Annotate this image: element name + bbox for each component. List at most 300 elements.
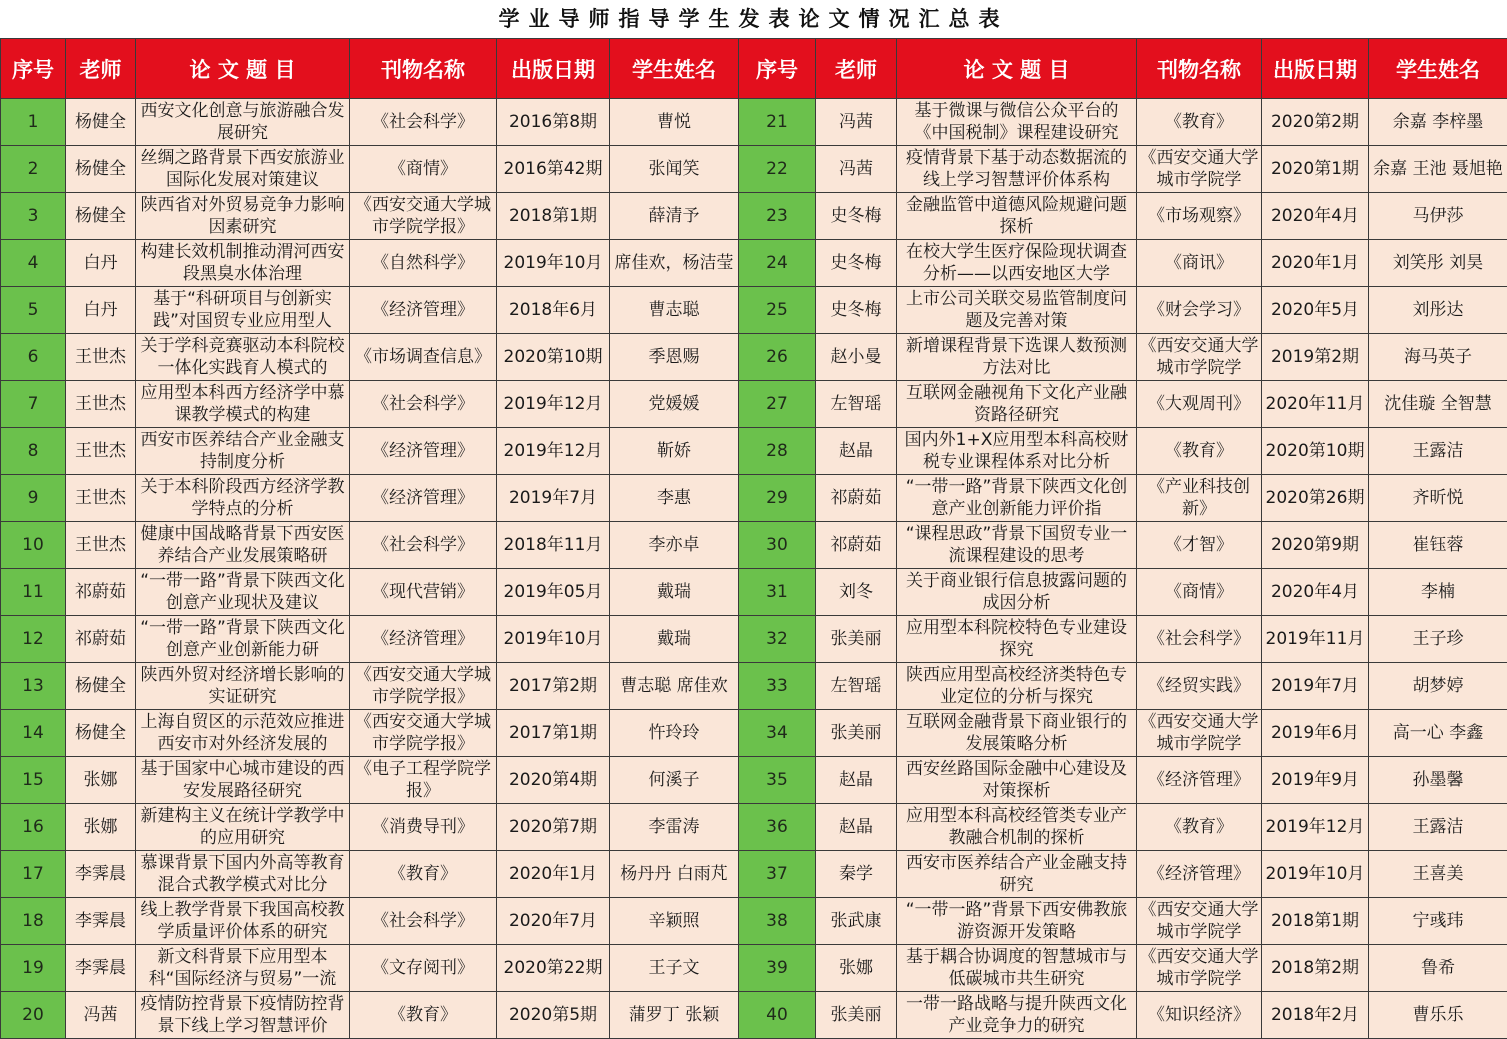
cell-student[interactable]: 曹志聪 席佳欢 — [610, 663, 739, 710]
header-student[interactable]: 学生姓名 — [610, 39, 739, 99]
cell-seq[interactable]: 3 — [1, 193, 66, 240]
cell-topic-2[interactable] — [897, 569, 1137, 616]
cell-seq-2[interactable]: 39 — [739, 945, 816, 992]
cell-student-2[interactable]: 高一心 李鑫 — [1369, 710, 1507, 757]
cell-topic[interactable] — [136, 945, 350, 992]
cell-seq-2[interactable]: 32 — [739, 616, 816, 663]
table-row — [1, 569, 1507, 616]
cell-student[interactable]: 蒲罗丁 张颖 — [610, 992, 739, 1039]
cell-text: 基于“科研项目与创新实践”对国贸专业应用型人 — [153, 289, 332, 331]
cell-date[interactable]: 2016第42期 — [497, 146, 610, 193]
cell-journal-2[interactable] — [1137, 287, 1262, 334]
cell-topic[interactable] — [136, 287, 350, 334]
cell-seq-2[interactable]: 33 — [739, 663, 816, 710]
cell-topic[interactable] — [136, 240, 350, 287]
table-row — [1, 99, 1507, 146]
cell-text: “一带一路”背景下西安佛教旅游资源开发策略 — [905, 900, 1128, 942]
cell-topic-2[interactable] — [897, 240, 1137, 287]
cell-journal[interactable] — [350, 334, 497, 381]
cell-student[interactable]: 李亦卓 — [610, 522, 739, 569]
cell-date-2[interactable]: 2020第2期 — [1262, 99, 1369, 146]
cell-text: 《才智》 — [1165, 535, 1233, 555]
header-topic[interactable]: 论 文 题 目 — [136, 39, 350, 99]
cell-text: 《教育》 — [389, 864, 457, 884]
cell-teacher-2[interactable]: 赵晶 — [816, 804, 897, 851]
cell-student-2[interactable]: 孙墨馨 — [1369, 757, 1507, 804]
cell-student-2[interactable]: 李楠 — [1369, 569, 1507, 616]
cell-journal[interactable] — [350, 287, 497, 334]
cell-date[interactable]: 2020年1月 — [497, 851, 610, 898]
cell-date-2[interactable]: 2018年2月 — [1262, 992, 1369, 1039]
cell-seq-2[interactable]: 35 — [739, 757, 816, 804]
cell-teacher[interactable]: 李霁晨 — [66, 945, 136, 992]
cell-teacher-2[interactable]: 张美丽 — [816, 710, 897, 757]
cell-seq[interactable]: 2 — [1, 146, 66, 193]
cell-topic[interactable] — [136, 381, 350, 428]
cell-text: 《教育》 — [1165, 817, 1233, 837]
cell-seq[interactable]: 20 — [1, 992, 66, 1039]
cell-teacher-2[interactable]: 左智瑶 — [816, 663, 897, 710]
table-row — [1, 193, 1507, 240]
cell-topic[interactable] — [136, 616, 350, 663]
cell-teacher[interactable]: 李霁晨 — [66, 898, 136, 945]
cell-seq[interactable]: 7 — [1, 381, 66, 428]
cell-date-2[interactable]: 2019第2期 — [1262, 334, 1369, 381]
cell-seq-2[interactable]: 25 — [739, 287, 816, 334]
cell-teacher[interactable]: 王世杰 — [66, 522, 136, 569]
cell-text: 《西安交通大学城市学院学 — [1139, 336, 1259, 378]
cell-student[interactable]: 张闻笑 — [610, 146, 739, 193]
cell-seq[interactable]: 12 — [1, 616, 66, 663]
header-teacher[interactable]: 老师 — [66, 39, 136, 99]
cell-journal-2[interactable] — [1137, 804, 1262, 851]
cell-seq[interactable]: 14 — [1, 710, 66, 757]
cell-text: 《西安交通大学城市学院学 — [1139, 947, 1259, 989]
cell-topic[interactable] — [136, 992, 350, 1039]
cell-text: 线上教学背景下我国高校教学质量评价体系的研究 — [140, 900, 345, 942]
cell-teacher[interactable]: 李霁晨 — [66, 851, 136, 898]
cell-date-2[interactable]: 2020年11月 — [1262, 381, 1369, 428]
cell-topic[interactable] — [136, 428, 350, 475]
cell-text: 慕课背景下国内外高等教育混合式教学模式对比分 — [140, 853, 345, 895]
cell-teacher[interactable]: 张娜 — [66, 804, 136, 851]
cell-student-2[interactable]: 齐昕悦 — [1369, 475, 1507, 522]
table-row — [1, 992, 1507, 1039]
cell-journal[interactable] — [350, 146, 497, 193]
cell-seq-2[interactable]: 38 — [739, 898, 816, 945]
cell-student[interactable]: 曹志聪 — [610, 287, 739, 334]
cell-date-2[interactable]: 2020第10期 — [1262, 428, 1369, 475]
sheet-title: 学业导师指导学生发表论文情况汇总表 — [0, 0, 1507, 38]
cell-topic-2[interactable] — [897, 99, 1137, 146]
cell-date-2[interactable]: 2020第9期 — [1262, 522, 1369, 569]
papers-table — [0, 38, 1507, 1039]
cell-topic[interactable] — [136, 851, 350, 898]
cell-date-2[interactable]: 2019年12月 — [1262, 804, 1369, 851]
cell-seq[interactable]: 1 — [1, 99, 66, 146]
cell-teacher[interactable]: 杨健全 — [66, 710, 136, 757]
cell-journal-2[interactable] — [1137, 522, 1262, 569]
cell-seq-2[interactable]: 37 — [739, 851, 816, 898]
cell-date-2[interactable]: 2019年6月 — [1262, 710, 1369, 757]
cell-journal[interactable] — [350, 663, 497, 710]
cell-student[interactable]: 李雷涛 — [610, 804, 739, 851]
cell-date[interactable]: 2018年6月 — [497, 287, 610, 334]
cell-topic-2[interactable] — [897, 945, 1137, 992]
cell-topic-2[interactable] — [897, 663, 1137, 710]
cell-seq-2[interactable]: 28 — [739, 428, 816, 475]
cell-topic[interactable] — [136, 522, 350, 569]
cell-topic-2[interactable] — [897, 522, 1137, 569]
cell-date[interactable]: 2020年7月 — [497, 898, 610, 945]
table-row — [1, 757, 1507, 804]
cell-text: 《社会科学》 — [372, 394, 474, 414]
cell-text: 基于国家中心城市建设的西安发展路径研究 — [140, 759, 345, 801]
cell-topic-2[interactable] — [897, 428, 1137, 475]
cell-text: 《经济管理》 — [1148, 770, 1250, 790]
cell-teacher-2[interactable]: 左智瑶 — [816, 381, 897, 428]
table-row — [1, 898, 1507, 945]
cell-text: 《市场观察》 — [1148, 206, 1250, 226]
cell-seq-2[interactable]: 26 — [739, 334, 816, 381]
cell-date[interactable]: 2020第22期 — [497, 945, 610, 992]
cell-topic[interactable] — [136, 898, 350, 945]
cell-student[interactable]: 戴瑞 — [610, 616, 739, 663]
cell-text: “一带一路”背景下陕西文化创意产业创新能力评价指 — [905, 477, 1128, 519]
cell-teacher-2[interactable]: 史冬梅 — [816, 240, 897, 287]
cell-student[interactable]: 何溪子 — [610, 757, 739, 804]
cell-teacher[interactable]: 白丹 — [66, 240, 136, 287]
cell-student[interactable]: 忤玲玲 — [610, 710, 739, 757]
header-date[interactable]: 出版日期 — [497, 39, 610, 99]
cell-topic-2[interactable] — [897, 898, 1137, 945]
cell-date[interactable]: 2020第7期 — [497, 804, 610, 851]
cell-journal-2[interactable] — [1137, 851, 1262, 898]
cell-journal[interactable] — [350, 428, 497, 475]
cell-journal-2[interactable] — [1137, 99, 1262, 146]
cell-teacher[interactable]: 王世杰 — [66, 475, 136, 522]
cell-date[interactable]: 2020第10期 — [497, 334, 610, 381]
cell-seq[interactable]: 11 — [1, 569, 66, 616]
cell-seq[interactable]: 5 — [1, 287, 66, 334]
cell-date-2[interactable]: 2018第1期 — [1262, 898, 1369, 945]
cell-text: 《教育》 — [1165, 441, 1233, 461]
cell-text: 丝绸之路背景下西安旅游业国际化发展对策建议 — [140, 148, 345, 190]
cell-topic-2[interactable] — [897, 381, 1137, 428]
cell-seq[interactable]: 18 — [1, 898, 66, 945]
cell-topic[interactable] — [136, 475, 350, 522]
cell-journal[interactable] — [350, 945, 497, 992]
cell-teacher[interactable]: 王世杰 — [66, 428, 136, 475]
cell-seq[interactable]: 19 — [1, 945, 66, 992]
cell-date-2[interactable]: 2019年9月 — [1262, 757, 1369, 804]
cell-text: 关于本科阶段西方经济学教学特点的分析 — [140, 477, 345, 519]
cell-date-2[interactable]: 2019年10月 — [1262, 851, 1369, 898]
cell-text: 一带一路战略与提升陕西文化产业竞争力的研究 — [906, 994, 1127, 1036]
cell-journal-2[interactable] — [1137, 945, 1262, 992]
cell-seq-2[interactable]: 22 — [739, 146, 816, 193]
cell-text: 《社会科学》 — [372, 535, 474, 555]
cell-date[interactable]: 2019年7月 — [497, 475, 610, 522]
cell-date-2[interactable]: 2020第26期 — [1262, 475, 1369, 522]
cell-seq[interactable]: 8 — [1, 428, 66, 475]
cell-seq[interactable]: 10 — [1, 522, 66, 569]
cell-text: 《自然科学》 — [372, 253, 474, 273]
cell-student-2[interactable]: 曹乐乐 — [1369, 992, 1507, 1039]
cell-topic[interactable] — [136, 193, 350, 240]
cell-date[interactable]: 2018年11月 — [497, 522, 610, 569]
cell-text: 疫情防控背景下疫情防控背景下线上学习智慧评价 — [140, 994, 345, 1036]
cell-topic-2[interactable] — [897, 287, 1137, 334]
header-journal[interactable]: 刊物名称 — [350, 39, 497, 99]
header-row — [1, 39, 1507, 99]
cell-journal-2[interactable] — [1137, 475, 1262, 522]
cell-journal-2[interactable] — [1137, 898, 1262, 945]
cell-journal-2[interactable] — [1137, 992, 1262, 1039]
cell-date[interactable]: 2019年10月 — [497, 240, 610, 287]
cell-text: 西安文化创意与旅游融合发展研究 — [140, 101, 345, 143]
table-row — [1, 475, 1507, 522]
cell-date[interactable]: 2019年10月 — [497, 616, 610, 663]
cell-topic[interactable] — [136, 757, 350, 804]
cell-student[interactable]: 季恩赐 — [610, 334, 739, 381]
cell-topic[interactable] — [136, 663, 350, 710]
cell-student-2[interactable]: 宁彧玮 — [1369, 898, 1507, 945]
cell-seq-2[interactable]: 23 — [739, 193, 816, 240]
cell-teacher[interactable]: 杨健全 — [66, 193, 136, 240]
cell-seq-2[interactable]: 21 — [739, 99, 816, 146]
cell-student-2[interactable]: 刘笑彤 刘昊 — [1369, 240, 1507, 287]
cell-student-2[interactable]: 王子珍 — [1369, 616, 1507, 663]
cell-student-2[interactable]: 马伊莎 — [1369, 193, 1507, 240]
cell-topic-2[interactable] — [897, 334, 1137, 381]
cell-topic-2[interactable] — [897, 146, 1137, 193]
cell-date-2[interactable]: 2020年1月 — [1262, 240, 1369, 287]
cell-journal[interactable] — [350, 851, 497, 898]
cell-student-2[interactable]: 崔钰蓉 — [1369, 522, 1507, 569]
cell-text: 《产业科技创新》 — [1148, 477, 1250, 519]
cell-student-2[interactable]: 余嘉 李梓墨 — [1369, 99, 1507, 146]
cell-student-2[interactable]: 刘彤达 — [1369, 287, 1507, 334]
cell-topic-2[interactable] — [897, 616, 1137, 663]
cell-journal[interactable] — [350, 616, 497, 663]
cell-student-2[interactable]: 鲁希 — [1369, 945, 1507, 992]
cell-student[interactable]: 戴瑞 — [610, 569, 739, 616]
cell-date[interactable]: 2020第5期 — [497, 992, 610, 1039]
cell-student[interactable]: 李惠 — [610, 475, 739, 522]
cell-teacher[interactable]: 杨健全 — [66, 99, 136, 146]
cell-text: 构建长效机制推动渭河西安段黑臭水体治理 — [140, 242, 345, 284]
cell-journal[interactable] — [350, 240, 497, 287]
cell-text: 《西安交通大学城市学院学 — [1139, 900, 1259, 942]
cell-teacher-2[interactable]: 祁蔚茹 — [816, 475, 897, 522]
cell-date[interactable]: 2017第1期 — [497, 710, 610, 757]
cell-seq[interactable]: 15 — [1, 757, 66, 804]
cell-student-2[interactable]: 沈佳璇 全智慧 — [1369, 381, 1507, 428]
cell-journal-2[interactable] — [1137, 757, 1262, 804]
cell-text: 金融监管中道德风险规避问题探析 — [906, 195, 1127, 237]
cell-seq[interactable]: 13 — [1, 663, 66, 710]
cell-topic[interactable] — [136, 99, 350, 146]
cell-date[interactable]: 2019年05月 — [497, 569, 610, 616]
cell-seq-2[interactable]: 29 — [739, 475, 816, 522]
cell-seq-2[interactable]: 36 — [739, 804, 816, 851]
cell-date[interactable]: 2018第1期 — [497, 193, 610, 240]
cell-journal-2[interactable] — [1137, 381, 1262, 428]
cell-teacher[interactable]: 王世杰 — [66, 381, 136, 428]
cell-student-2[interactable]: 胡梦婷 — [1369, 663, 1507, 710]
cell-topic[interactable] — [136, 334, 350, 381]
cell-journal[interactable] — [350, 381, 497, 428]
cell-teacher-2[interactable]: 史冬梅 — [816, 193, 897, 240]
cell-text: 国内外1+X应用型本科高校财税专业课程体系对比分析 — [904, 430, 1129, 472]
cell-teacher-2[interactable]: 赵小曼 — [816, 334, 897, 381]
cell-seq-2[interactable]: 31 — [739, 569, 816, 616]
cell-student-2[interactable]: 余嘉 王池 聂旭艳 — [1369, 146, 1507, 193]
cell-teacher-2[interactable]: 冯茜 — [816, 99, 897, 146]
cell-teacher[interactable]: 张娜 — [66, 757, 136, 804]
cell-topic[interactable] — [136, 710, 350, 757]
cell-date[interactable]: 2019年12月 — [497, 381, 610, 428]
cell-text: 《商情》 — [1165, 582, 1233, 602]
cell-seq[interactable]: 17 — [1, 851, 66, 898]
cell-text: “课程思政”背景下国贸专业一流课程建设的思考 — [905, 524, 1128, 566]
cell-student-2[interactable]: 王露洁 — [1369, 428, 1507, 475]
cell-topic-2[interactable] — [897, 757, 1137, 804]
cell-journal-2[interactable] — [1137, 616, 1262, 663]
cell-text: 西安市医养结合产业金融支持研究 — [906, 853, 1127, 895]
cell-journal[interactable] — [350, 569, 497, 616]
header-journal-2[interactable]: 刊物名称 — [1137, 39, 1262, 99]
cell-student[interactable]: 杨丹丹 白雨芃 — [610, 851, 739, 898]
cell-teacher[interactable]: 冯茜 — [66, 992, 136, 1039]
cell-date-2[interactable]: 2018第2期 — [1262, 945, 1369, 992]
cell-teacher-2[interactable]: 冯茜 — [816, 146, 897, 193]
cell-text: 《西安交通大学城市学院学报》 — [355, 712, 491, 754]
cell-journal[interactable] — [350, 99, 497, 146]
cell-journal-2[interactable] — [1137, 569, 1262, 616]
cell-student[interactable]: 曹悦 — [610, 99, 739, 146]
cell-teacher-2[interactable]: 张美丽 — [816, 616, 897, 663]
cell-teacher-2[interactable]: 赵晶 — [816, 428, 897, 475]
cell-date-2[interactable]: 2020年5月 — [1262, 287, 1369, 334]
cell-date-2[interactable]: 2020年4月 — [1262, 193, 1369, 240]
cell-seq[interactable]: 16 — [1, 804, 66, 851]
cell-seq-2[interactable]: 34 — [739, 710, 816, 757]
cell-student[interactable]: 辛颖照 — [610, 898, 739, 945]
cell-journal-2[interactable] — [1137, 146, 1262, 193]
cell-date[interactable]: 2019年12月 — [497, 428, 610, 475]
cell-teacher[interactable]: 祁蔚茹 — [66, 569, 136, 616]
cell-seq[interactable]: 6 — [1, 334, 66, 381]
cell-topic-2[interactable] — [897, 992, 1137, 1039]
cell-teacher-2[interactable]: 刘冬 — [816, 569, 897, 616]
cell-seq-2[interactable]: 27 — [739, 381, 816, 428]
cell-teacher-2[interactable]: 张武康 — [816, 898, 897, 945]
cell-teacher[interactable]: 白丹 — [66, 287, 136, 334]
cell-date[interactable]: 2020第4期 — [497, 757, 610, 804]
header-student-2[interactable]: 学生姓名 — [1369, 39, 1507, 99]
header-topic-2[interactable]: 论 文 题 目 — [897, 39, 1137, 99]
cell-student-2[interactable]: 海马英子 — [1369, 334, 1507, 381]
cell-date-2[interactable]: 2019年11月 — [1262, 616, 1369, 663]
cell-text: 《商情》 — [389, 159, 457, 179]
cell-journal-2[interactable] — [1137, 193, 1262, 240]
cell-seq-2[interactable]: 40 — [739, 992, 816, 1039]
cell-text: 《消费导刊》 — [372, 817, 474, 837]
header-date-2[interactable]: 出版日期 — [1262, 39, 1369, 99]
cell-topic-2[interactable] — [897, 710, 1137, 757]
cell-teacher[interactable]: 祁蔚茹 — [66, 616, 136, 663]
cell-teacher[interactable]: 杨健全 — [66, 663, 136, 710]
cell-seq[interactable]: 9 — [1, 475, 66, 522]
cell-teacher[interactable]: 杨健全 — [66, 146, 136, 193]
cell-topic[interactable] — [136, 146, 350, 193]
header-teacher-2[interactable]: 老师 — [816, 39, 897, 99]
cell-teacher[interactable]: 王世杰 — [66, 334, 136, 381]
cell-journal[interactable] — [350, 710, 497, 757]
cell-journal-2[interactable] — [1137, 663, 1262, 710]
cell-journal[interactable] — [350, 804, 497, 851]
cell-date-2[interactable]: 2020第1期 — [1262, 146, 1369, 193]
cell-student-2[interactable]: 王露洁 — [1369, 804, 1507, 851]
cell-topic-2[interactable] — [897, 851, 1137, 898]
cell-date-2[interactable]: 2020年4月 — [1262, 569, 1369, 616]
cell-student[interactable]: 薛清予 — [610, 193, 739, 240]
cell-teacher-2[interactable]: 祁蔚茹 — [816, 522, 897, 569]
cell-topic-2[interactable] — [897, 475, 1137, 522]
cell-journal[interactable] — [350, 992, 497, 1039]
cell-journal-2[interactable] — [1137, 428, 1262, 475]
cell-date[interactable]: 2017第2期 — [497, 663, 610, 710]
cell-date[interactable]: 2016第8期 — [497, 99, 610, 146]
cell-seq-2[interactable]: 30 — [739, 522, 816, 569]
cell-teacher-2[interactable]: 史冬梅 — [816, 287, 897, 334]
table-row — [1, 663, 1507, 710]
cell-topic[interactable] — [136, 804, 350, 851]
header-seq[interactable]: 序号 — [1, 39, 66, 99]
cell-seq-2[interactable]: 24 — [739, 240, 816, 287]
cell-teacher-2[interactable]: 秦学 — [816, 851, 897, 898]
cell-journal[interactable] — [350, 898, 497, 945]
cell-teacher-2[interactable]: 赵晶 — [816, 757, 897, 804]
cell-journal-2[interactable] — [1137, 710, 1262, 757]
cell-topic-2[interactable] — [897, 804, 1137, 851]
cell-journal[interactable] — [350, 193, 497, 240]
cell-student-2[interactable]: 王喜美 — [1369, 851, 1507, 898]
cell-journal-2[interactable] — [1137, 334, 1262, 381]
cell-topic-2[interactable] — [897, 193, 1137, 240]
header-seq-2[interactable]: 序号 — [739, 39, 816, 99]
cell-student[interactable]: 王子文 — [610, 945, 739, 992]
cell-topic[interactable] — [136, 569, 350, 616]
cell-seq[interactable]: 4 — [1, 240, 66, 287]
cell-text: 《电子工程学院学报》 — [355, 759, 491, 801]
cell-student[interactable]: 党媛媛 — [610, 381, 739, 428]
cell-journal[interactable] — [350, 475, 497, 522]
cell-journal[interactable] — [350, 522, 497, 569]
cell-journal-2[interactable] — [1137, 240, 1262, 287]
cell-text: 在校大学生医疗保险现状调查分析——以西安地区大学 — [906, 242, 1127, 284]
cell-teacher-2[interactable]: 张娜 — [816, 945, 897, 992]
cell-date-2[interactable]: 2019年7月 — [1262, 663, 1369, 710]
cell-text: 应用型本科西方经济学中慕课教学模式的构建 — [140, 383, 345, 425]
cell-teacher-2[interactable]: 张美丽 — [816, 992, 897, 1039]
cell-student[interactable]: 靳娇 — [610, 428, 739, 475]
cell-student[interactable]: 席佳欢，杨洁莹 — [610, 240, 739, 287]
cell-journal[interactable] — [350, 757, 497, 804]
cell-text: 《经贸实践》 — [1148, 676, 1250, 696]
